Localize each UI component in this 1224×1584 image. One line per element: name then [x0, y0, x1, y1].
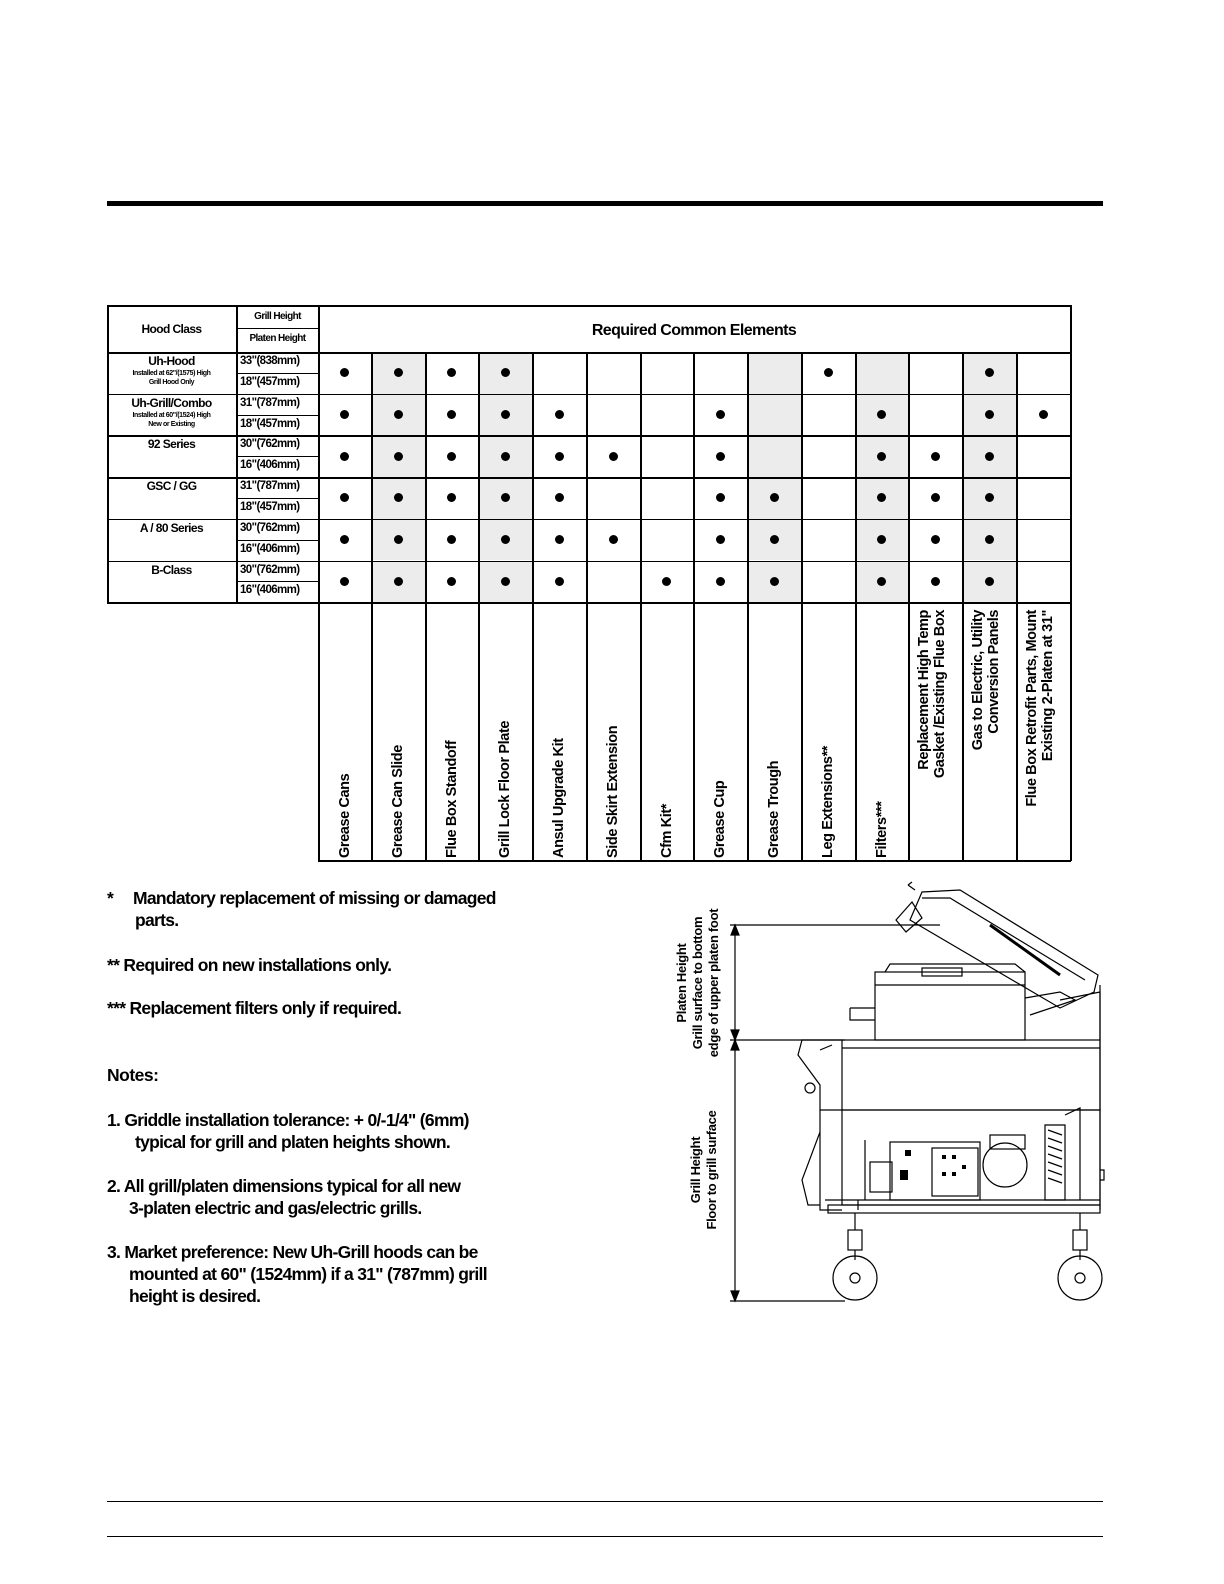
required-mark	[447, 452, 456, 461]
grid-line	[107, 435, 1070, 437]
required-mark	[716, 493, 725, 502]
required-mark	[555, 535, 564, 544]
required-mark	[501, 577, 510, 586]
grill-height-header: Grill Height	[254, 311, 301, 322]
grid-line	[1016, 352, 1018, 861]
cell-shade	[747, 352, 801, 394]
column-label-line: Grease Trough	[766, 760, 782, 858]
required-mark	[931, 577, 940, 586]
column-label-line: Existing 2-Platen at 31"	[1040, 610, 1056, 762]
required-mark	[931, 452, 940, 461]
grid-line	[1070, 305, 1072, 861]
platen-height-value: 16"(406mm)	[240, 584, 300, 597]
column-label-line: Flue Box Standoff	[444, 740, 460, 858]
required-mark	[394, 577, 403, 586]
grid-line	[855, 352, 857, 861]
required-mark	[609, 535, 618, 544]
required-mark	[985, 368, 994, 377]
column-label-line: Conversion Panels	[986, 610, 1002, 734]
hood-class-name: 92 Series	[147, 437, 196, 452]
hood-class-name: Uh-Grill/Combo	[131, 395, 212, 410]
grill-height-value: 33"(838mm)	[240, 355, 300, 367]
required-mark	[985, 410, 994, 419]
footnote-filters: *** Replacement filters only if required.	[107, 998, 402, 1018]
column-label-line: Side Skirt Extension	[605, 725, 621, 858]
column-label-line: Grease Cans	[337, 773, 353, 858]
column-label-line: Gasket /Existing Flue Box	[932, 610, 948, 779]
footer-rule-top	[107, 1501, 1103, 1502]
required-mark	[340, 368, 349, 377]
grid-line	[236, 581, 318, 582]
grill-illustration	[660, 880, 1110, 1310]
grid-line	[236, 415, 318, 416]
required-mark	[394, 535, 403, 544]
footnote-new-installations: ** Required on new installations only.	[107, 955, 392, 975]
grill-height-value: 30"(762mm)	[240, 438, 300, 451]
required-mark	[662, 577, 671, 586]
platen-height-value: 18"(457mm)	[240, 417, 300, 430]
required-mark	[716, 452, 725, 461]
grid-line	[962, 352, 964, 861]
grid-line	[908, 352, 910, 861]
cell-shade	[855, 352, 908, 394]
required-mark	[877, 410, 886, 419]
grid-line	[107, 305, 1070, 307]
required-mark	[501, 368, 510, 377]
required-mark	[716, 535, 725, 544]
grid-line	[640, 352, 642, 861]
grid-line	[425, 352, 427, 861]
grid-line	[236, 498, 318, 499]
platen-height-value: 16"(406mm)	[240, 542, 300, 555]
hood-class-note: Installed at 60"/(1524) High	[132, 411, 211, 419]
grid-line	[478, 352, 480, 861]
required-mark	[931, 535, 940, 544]
note-3: 3. Market preference: New Uh-Grill hoods can be mounted at 60" (1524mm) if a 31" (787mm) grill height is desired.	[107, 1242, 487, 1306]
required-mark	[394, 452, 403, 461]
hood-class-note: New or Existing	[148, 420, 195, 428]
grid-line	[107, 305, 109, 602]
required-mark	[394, 368, 403, 377]
required-mark	[716, 577, 725, 586]
required-mark	[770, 493, 779, 502]
notes-heading: Notes:	[107, 1065, 159, 1085]
grid-line	[747, 352, 749, 861]
column-label-line: Cfm Kit*	[659, 804, 675, 858]
column-label-line: Grill Lock Floor Plate	[497, 720, 513, 858]
note-1: 1. Griddle installation tolerance: + 0/-1/4" (6mm) typical for grill and platen heights shown.	[107, 1110, 469, 1152]
platen-height-header: Platen Height	[249, 333, 306, 344]
required-mark	[340, 410, 349, 419]
column-label-line: Flue Box Retrofit Parts, Mount	[1024, 610, 1040, 807]
required-mark	[555, 577, 564, 586]
required-mark	[985, 577, 994, 586]
column-label-line: Replacement High Temp	[916, 610, 932, 770]
required-mark	[877, 452, 886, 461]
required-mark	[555, 410, 564, 419]
grid-line	[107, 352, 1070, 354]
grid-line	[236, 328, 318, 329]
cell-shade	[747, 435, 801, 477]
grid-line	[318, 860, 1071, 862]
column-label-line: Leg Extensions**	[820, 745, 836, 858]
grid-line	[371, 352, 373, 861]
required-mark	[931, 493, 940, 502]
required-mark	[340, 493, 349, 502]
required-mark	[555, 452, 564, 461]
required-mark	[609, 452, 618, 461]
required-mark	[447, 410, 456, 419]
grid-line	[107, 519, 1070, 521]
required-mark	[340, 577, 349, 586]
required-mark	[716, 410, 725, 419]
grill-height-value: 31"(787mm)	[240, 396, 300, 409]
grid-line	[236, 540, 318, 541]
required-mark	[1039, 410, 1048, 419]
grid-line	[801, 352, 803, 861]
grid-line	[236, 305, 238, 602]
hood-class-name: A / 80 Series	[139, 520, 204, 535]
column-label-line: Grease Cup	[712, 780, 728, 858]
required-mark	[501, 493, 510, 502]
grill-height-value: 30"(762mm)	[240, 563, 300, 576]
required-mark	[394, 493, 403, 502]
grid-line	[107, 394, 1070, 396]
required-mark	[501, 410, 510, 419]
platen-height-value: 18"(457mm)	[240, 375, 300, 388]
required-mark	[447, 577, 456, 586]
grid-line	[693, 352, 695, 861]
column-label-line: Grease Can Slide	[390, 745, 406, 858]
required-mark	[985, 493, 994, 502]
grill-height-value: 31"(787mm)	[240, 480, 300, 493]
required-elements-header: Required Common Elements	[591, 322, 797, 339]
grid-line	[586, 352, 588, 861]
required-mark	[770, 535, 779, 544]
hood-class-name: Uh-Hood	[148, 354, 195, 368]
platen-height-value: 16"(406mm)	[240, 459, 300, 472]
grid-line	[236, 373, 318, 374]
grid-line	[107, 561, 1070, 563]
grid-line	[107, 477, 1070, 479]
hood-class-note: Installed at 62"/(1575) High	[132, 370, 211, 377]
grid-line	[318, 305, 320, 861]
platen-height-value: 18"(457mm)	[240, 500, 300, 513]
hood-class-name: GSC / GG	[146, 479, 197, 494]
required-mark	[824, 368, 833, 377]
required-mark	[985, 452, 994, 461]
required-mark	[501, 452, 510, 461]
required-mark	[447, 535, 456, 544]
required-mark	[877, 577, 886, 586]
required-mark	[394, 410, 403, 419]
required-mark	[985, 535, 994, 544]
column-label-line: Gas to Electric, Utility	[970, 610, 986, 751]
grid-line	[236, 456, 318, 457]
required-mark	[340, 452, 349, 461]
cell-shade	[747, 394, 801, 436]
grid-line	[532, 352, 534, 861]
required-mark	[340, 535, 349, 544]
footer-rule-bottom	[107, 1536, 1103, 1537]
required-mark	[555, 493, 564, 502]
column-label-line: Filters***	[874, 801, 890, 858]
hood-class-note: Grill Hood Only	[148, 379, 195, 386]
note-2: 2. All grill/platen dimensions typical for all new 3-platen electric and gas/electric grills.	[107, 1176, 461, 1218]
grid-line	[107, 602, 1070, 604]
hood-class-header: Hood Class	[141, 322, 202, 336]
required-mark	[501, 535, 510, 544]
footnote-mandatory: * Mandatory replacement of missing or damaged parts.	[107, 888, 496, 930]
column-label-line: Ansul Upgrade Kit	[551, 738, 567, 858]
required-mark	[447, 368, 456, 377]
grill-height-value: 30"(762mm)	[240, 521, 300, 534]
hood-class-name: B-Class	[151, 562, 192, 577]
required-mark	[770, 577, 779, 586]
required-mark	[447, 493, 456, 502]
